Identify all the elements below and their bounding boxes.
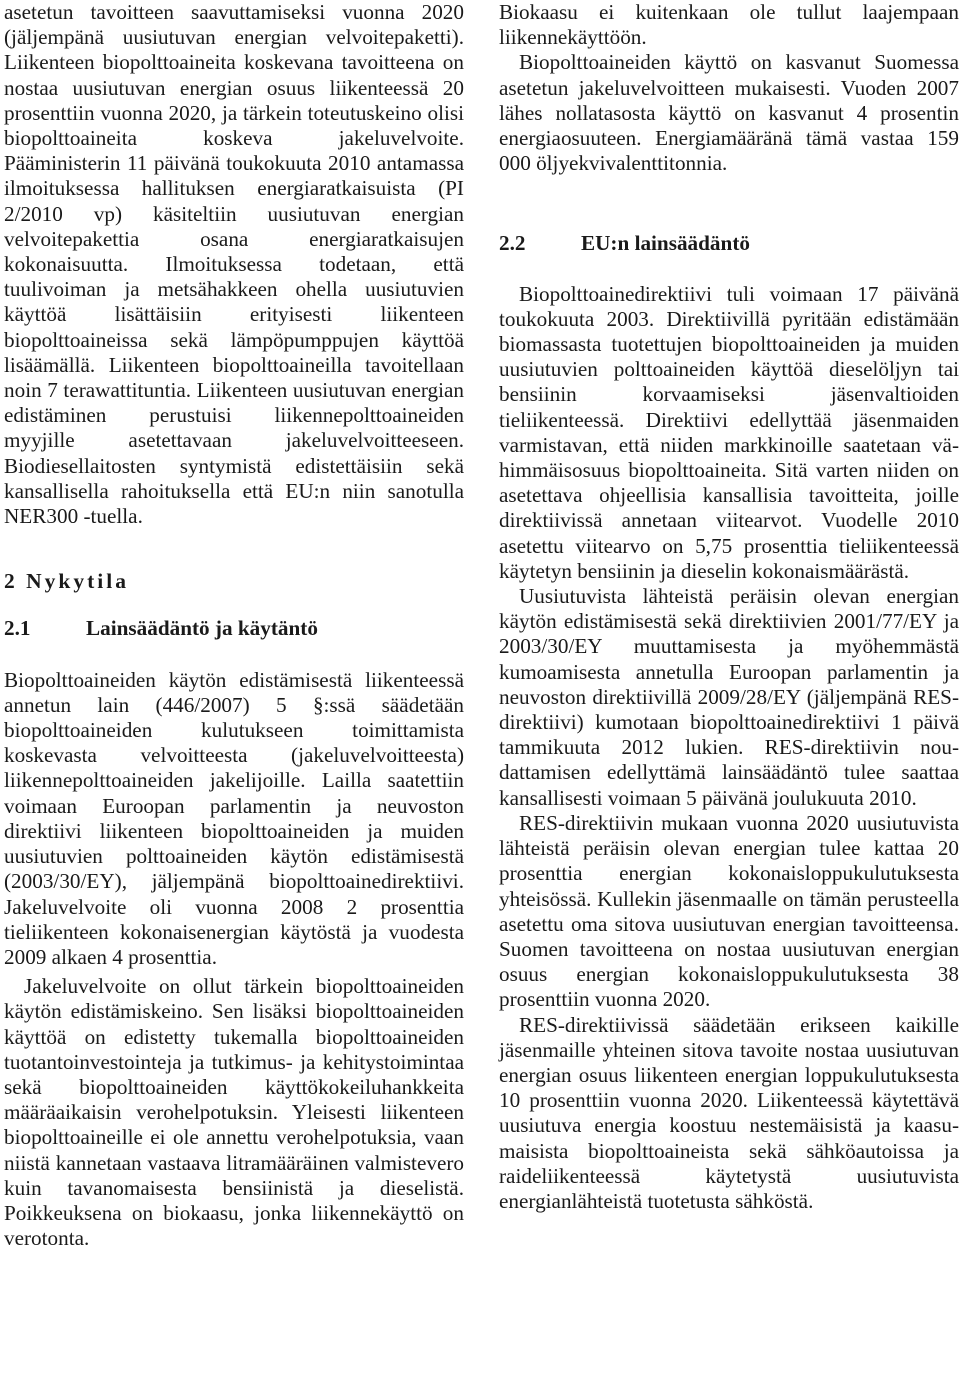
paragraph: Jakeluvelvoite on ollut tärkein biopolttoaineiden käytön edistämiskeino. Sen lisäksi biopolttoaineiden käyttöä on edistetty tukemalla biopolttoaineiden tuotantoinvestointeja ja tutkimus- ja kehitystoimintaa sekä biopolttoaineiden käyttökokeiluhankkeita määräaikaisin verohelpotuksin. Yleisesti liikenteen biopolttoaineille ei ole annettu verohelpotuksia, vaan niistä kannetaan vastaava litramääräinen valmistevero kuin tavanomaisesta bensiinistä ja dieselistä. Poikkeuksena on biokaasu, jonka liikennekäyttö on verotonta.: [4, 974, 464, 1251]
paragraph: Uusiutuvista lähteistä peräisin olevan energian käytön edistämisestä sekä direktiivien 2001/77/EY ja 2003/30/EY muuttamisesta ja myöhemmästä kumoamisesta annetulla Euroopan parlamentin ja neuvoston direktiivillä 2009/28/EY (jäljempänä RES-direktiivi) kumotaan biopolttoainedirektiivi 1 päivä tammikuuta 2012 lukien. RES-direktiivin noudattamisen edellyttämä lainsäädäntö tulee saattaa kansallisesti voimaan 5 päivänä joulukuuta 2010.: [499, 584, 959, 810]
right-column: [499, 0, 959, 1214]
chapter-heading: 2 Nykytila: [4, 569, 129, 594]
section-title: EU:n lainsäädäntö: [581, 231, 750, 256]
paragraph: Biokaasu ei kuitenkaan ole tullut laajempaan liikennekäyttöön.: [499, 0, 959, 50]
paragraph: Biopolttoaineiden käytön edistämisestä liikenteessä annetun lain (446/2007) 5 §:ssä säädetään biopolttoaineiden kulutukseen toimittamista koskevasta velvoitteesta (jakeluvelvoitteesta) liikennepolttoaineiden jakelijoille. Lailla saatettiin voimaan Euroopan parlamentin ja neuvoston direktiivi liikenteen biopolttoaineiden ja muiden uusiutuvien polttoaineiden käytön edistämisestä (2003/30/EY), jäljempänä biopolttoainedirektiivi. Jakeluvelvoite oli vuonna 2008 2 prosenttia tieliikenteen kokonaisenergian käytöstä ja vuodesta 2009 alkaen 4 prosenttia.: [4, 667, 464, 969]
paragraph: RES-direktiivin mukaan vuonna 2020 uusiutuvista lähteistä peräisin olevan energian tulee kattaa 20 prosenttia energian kokonaisloppukulutuksesta yhteisössä. Kullekin jäsenmaalle on tämän perusteella asetettu oma sitova uusiutuvan energian tavoitteensa. Suomen tavoitteena on nostaa uusiutuvan energian osuus energian kokonaisloppukulutuksesta 38 prosenttiin vuonna 2020.: [499, 810, 959, 1012]
paragraph: Biopolttoainedirektiivi tuli voimaan 17 päivänä toukokuuta 2003. Direktiivillä pyritään edistämään biomassasta tuotettujen biopolttoaineiden ja muiden uusiutuvien polttoaineiden käyttöä dieselöljyn tai bensiinin korvaamiseksi jäsenvaltioiden tieliikenteessä. Direktiivi edellyttää jäsenmaiden varmistavan, että niiden markkinoille saatetaan vähimmäisosuus biopolttoaineita. Sitä varten niiden on asetettava ohjeellisia kansallisia tavoitteita, joille direktiivissä annetaan viitearvot. Vuodelle 2010 asetettu viitearvo on 5,75 prosenttia tieliikenteessä käytetyn bensiinin ja dieselin kokonaismäärästä.: [499, 281, 959, 583]
section-heading: [499, 231, 959, 256]
paragraph: Biopolttoaineiden käyttö on kasvanut Suomessa asetetun jakeluvelvoitteen mukaisesti. Vuoden 2007 lähes nollatasosta käyttö on kasvanut 4 prosentin energiaosuuteen. Energiamääränä tämä vastaa 159 000 öljyekvivalenttitonnia.: [499, 50, 959, 176]
paragraph: asetetun tavoitteen saavuttamiseksi vuonna 2020 (jäljempänä uusiutuvan energian velvoitepaketti). Liikenteen biopolttoaineita koskevana tavoitteena on nostaa uusiutuvan energian osuus liikenteessä 20 prosenttiin vuonna 2020, ja tärkein toteutuskeino olisi biopolttoaineita koskeva jakeluvelvoite. Pääministerin 11 päivänä toukokuuta 2010 antamassa ilmoituksessa hallituksen energiaratkaisuista (PI 2/2010 vp) käsiteltiin uusiutuvan energian velvoitepakettia osana energiaratkaisujen kokonaisuutta. Ilmoituksessa todetaan, että tuulivoiman ja metsähakkeen ohella uusiutuvien käyttöä lisättäisiin erityisesti liikenteen biopolttoaineissa sekä lämpöpumppujen käyttöä lisäämällä. Liikenteen biopolttoaineilla tavoitellaan noin 7 terawattituntia. Liikenteen uusiutuvan energian edistäminen perustuisi liikennepolttoaineiden myyjille asetettavaan jakeluvelvoitteeseen. Biodiesellaitosten syntymistä edistettäisiin sekä kansallisella rahoituksella että EU:n niin sanotulla NER300 -tuella.: [4, 0, 464, 529]
section-number: 2.2: [499, 231, 526, 256]
paragraph: RES-direktiivissä säädetään erikseen kaikille jäsenmaille yhteinen sitova tavoite nostaa uusiutuvan energian osuus liikenteen energian loppukulutuksesta 10 prosenttiin vuonna 2020. Liikenteessä käytettävä uusiutuva energia koostuu nestemäisistä ja kaasumaisista biopolttoaineista sekä sähköautoissa ja raideliikenteessä käytetystä uusiutuvista energianlähteistä tuotetusta sähköstä.: [499, 1012, 959, 1213]
section-number: 2.1: [4, 616, 31, 641]
section-title: Lainsäädäntö ja käytäntö: [86, 616, 318, 641]
section-heading: [4, 616, 464, 641]
left-column: [4, 0, 464, 1251]
